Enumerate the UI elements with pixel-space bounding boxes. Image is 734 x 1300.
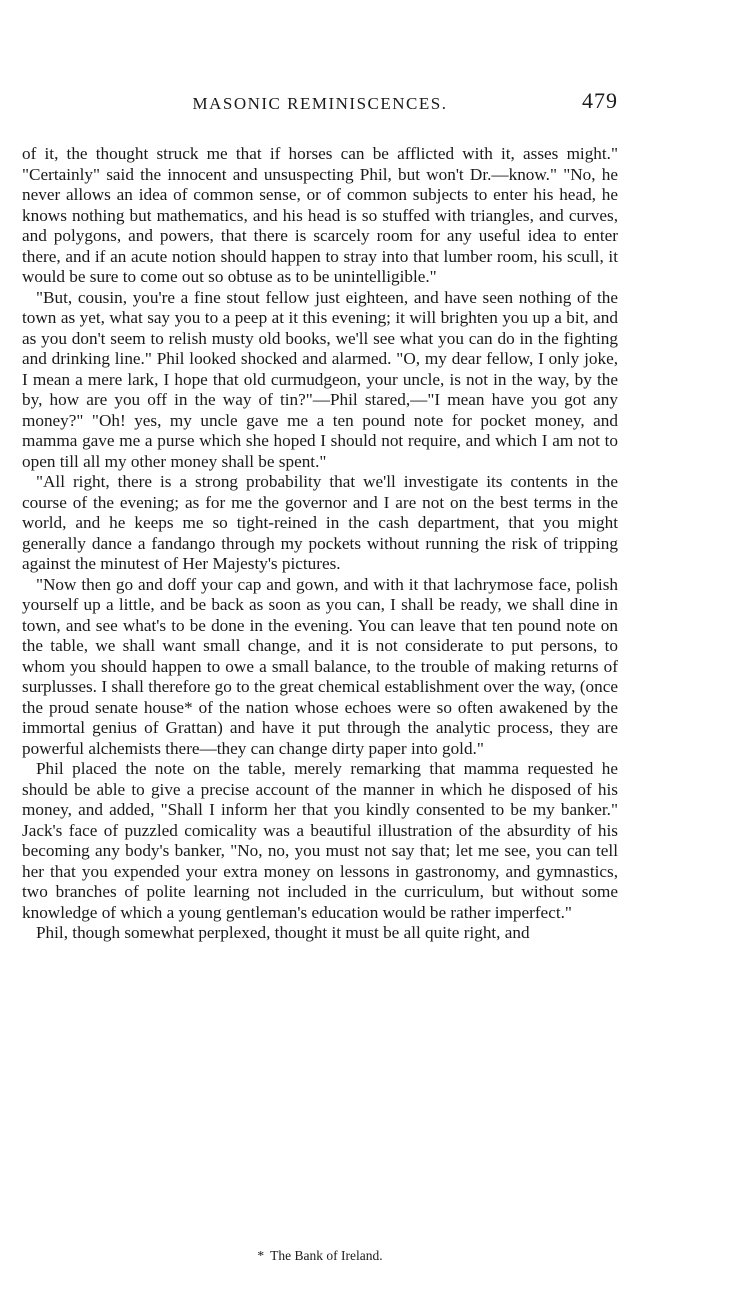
paragraph-1: of it, the thought struck me that if horses can be afflicted with it, asses might." "Certainly" said the innocent and unsuspecting Phil, but won't Dr.—know." "No, he never allows an idea of common sense, or of common subjects to enter his head, he knows nothing but mathematics, and his head is so stuffed with triangles, and curves, and polygons, and powers, that there is scarcely room for any useful idea to enter there, and if an acute notion should happen to stray into that lumber room, his scull, it would be sure to come out so obtuse as to be unintelligible." <box>22 144 618 286</box>
page-number: 479 <box>582 88 618 113</box>
paragraph-3: "All right, there is a strong probability that we'll investigate its contents in the course of the evening; as for me the governor and I are not on the best terms in the world, and he keeps me so tight-reined in the cash department, that you might generally dance a fandango through my pockets without running the risk of tripping against the minutest of Her Majesty's pictures. <box>22 472 618 573</box>
body-text <box>22 144 618 944</box>
running-title: MASONIC REMINISCENCES. <box>192 94 448 113</box>
footnote <box>22 1247 618 1265</box>
paragraph-2: "But, cousin, you're a fine stout fellow just eighteen, and have seen nothing of the town as yet, what say you to a peep at it this evening; it will brighten you up a bit, and as you don't seem to relish musty old books, we'll see what you can do in the fighting and drinking line." Phil looked shocked and alarmed. "O, my dear fellow, I only joke, I mean a mere lark, I hope that old curmudgeon, your uncle, is not in the way, by the by, how are you off in the way of tin?"—Phil stared,—"I mean have you got any money?" "Oh! yes, my uncle gave me a ten pound note for pocket money, and mamma gave me a purse which she hoped I should not require, and which I am not to open till all my other money shall be spent." <box>22 287 618 471</box>
running-head <box>22 88 618 118</box>
footnote-marker: * <box>257 1248 265 1263</box>
paragraph-5: Phil placed the note on the table, merely remarking that mamma requested he should be able to give a precise account of the manner in which he disposed of his money, and added, "Shall I inform her that you kindly consented to be my banker." Jack's face of puzzled comicality was a beautiful illustration of the absurdity of his becoming any body's banker, "No, no, you must not say that; let me see, you can tell her that you expended your extra money on lessons in gastronomy, and gymnastics, two branches of polite learning not included in the curriculum, but without some knowledge of which a young gentleman's education would be rather imperfect." <box>22 759 618 922</box>
paragraph-6: Phil, though somewhat perplexed, thought it must be all quite right, and <box>36 923 530 942</box>
footnote-text: The Bank of Ireland. <box>270 1248 383 1263</box>
paragraph-4: "Now then go and doff your cap and gown, and with it that lachrymose face, polish yourself up a little, and be back as soon as you can, I shall be ready, we shall dine in town, and see what's to be done in the evening. You can leave that ten pound note on the table, we shall want small change, and it is not considerate to put persons, to whom you should happen to owe a small balance, to the trouble of making returns of surplusses. I shall therefore go to the great chemical establishment over the way, (once the proud senate house* of the nation whose echoes were so often awakened by the immortal genius of Grattan) and have it put through the analytic process, they are powerful alchemists there—they can change dirty paper into gold." <box>22 574 618 758</box>
